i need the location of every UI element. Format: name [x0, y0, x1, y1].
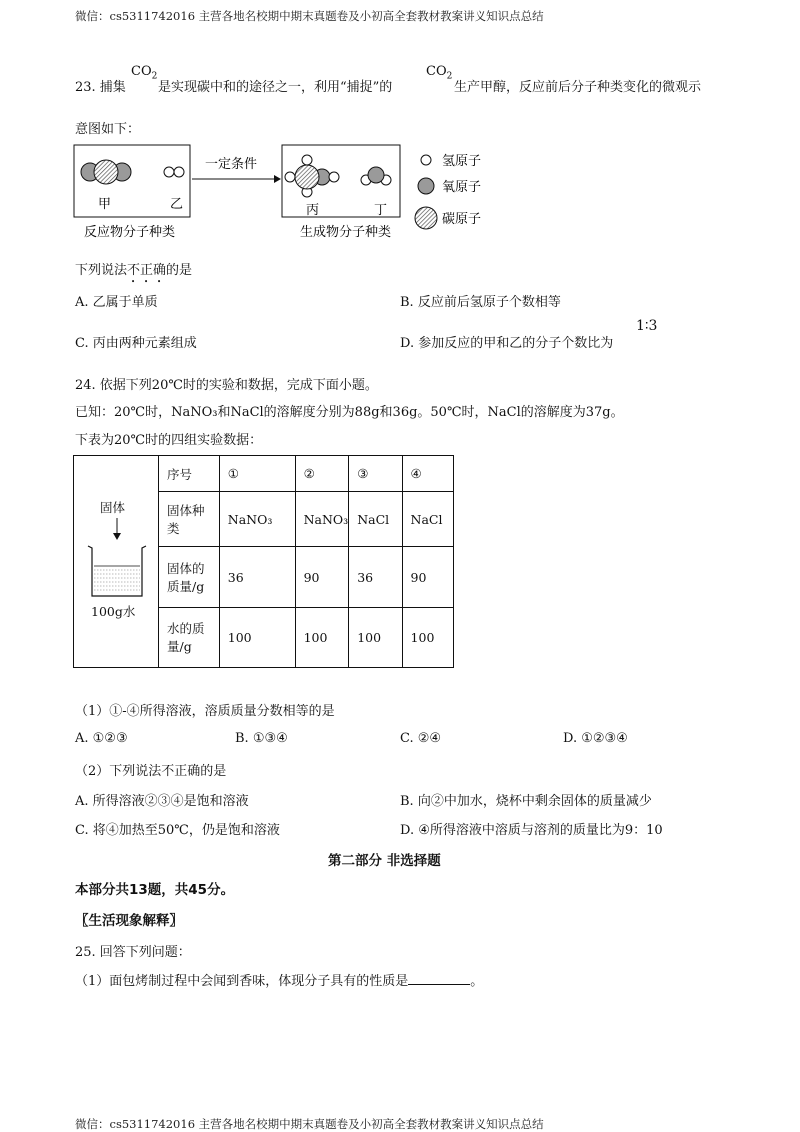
q25-sub1: （1）面包烤制过程中会闻到香味，体现分子具有的性质是 。 — [75, 974, 484, 989]
label-ding: 丁 — [374, 203, 388, 218]
label-jia: 甲 — [98, 197, 112, 212]
part2-summary: 本部分共13题，共45分。 — [75, 882, 235, 898]
q24-sub1-option-c[interactable]: C. ②④ — [400, 731, 442, 746]
table-cell: 100 — [402, 607, 453, 667]
q23-line1 — [75, 76, 126, 95]
svg-text:氢原子: 氢原子 — [442, 154, 482, 169]
q23-number: 23. 捕集 — [75, 80, 126, 95]
q24-sub2-option-d[interactable]: D. ④所得溶液中溶质与溶剂的质量比为9：10 — [400, 823, 663, 838]
q24-sub1-option-d[interactable]: D. ①②③④ — [563, 731, 628, 746]
header-cell: ③ — [349, 456, 402, 492]
row-label: 固体的质量/g — [159, 547, 220, 607]
q23-prompt: 下列说法不正确的是 — [75, 263, 193, 278]
q23-co2-b: $CO_2$ — [426, 64, 453, 82]
h2-molecule-icon — [164, 167, 184, 177]
page-header: 微信：cs5311742016 主营各地名校期中期末真题卷及小初高全套教材教案讲义知识点总结 — [75, 9, 544, 23]
q24-table-intro: 下表为20℃时的四组实验数据： — [75, 433, 263, 448]
table-cell: 36 — [349, 547, 402, 607]
table-cell: 100 — [219, 607, 295, 667]
methanol-molecule-icon — [285, 155, 339, 197]
q23-option-d-ratio: 1∶3 — [636, 318, 658, 334]
table-cell: 100 — [349, 607, 402, 667]
q24-sub2-option-a[interactable]: A. 所得溶液②③④是饱和溶液 — [75, 794, 249, 809]
table-cell: NaCl — [402, 492, 453, 547]
table-cell: NaNO₃ — [295, 492, 349, 547]
row-label: 固体种类 — [159, 492, 220, 547]
beaker-cell — [74, 456, 159, 668]
header-cell: ④ — [402, 456, 453, 492]
q23-line2: 意图如下： — [75, 122, 141, 137]
legend — [415, 154, 481, 229]
table-row — [74, 456, 454, 492]
q24-known: 已知：20℃时，NaNO₃和NaCl的溶解度分别为88g和36g。50℃时，NaCl的溶解度为37g。 — [75, 405, 624, 420]
table-cell: 100 — [295, 607, 349, 667]
q24-sub2-option-b[interactable]: B. 向②中加水，烧杯中剩余固体的质量减少 — [400, 794, 652, 809]
q24-sub1-question: （1）①-④所得溶液，溶质质量分数相等的是 — [75, 704, 335, 719]
q24-sub2-option-c[interactable]: C. 将④加热至50℃，仍是饱和溶液 — [75, 823, 280, 838]
table-cell: NaNO₃ — [219, 492, 295, 547]
molecule-diagram — [70, 140, 510, 245]
q24-sub2-question: （2）下列说法不正确的是 — [75, 764, 227, 779]
table-cell: 90 — [402, 547, 453, 607]
svg-text:碳原子: 碳原子 — [442, 212, 482, 227]
q23-option-d[interactable]: D. 参加反应的甲和乙的分子个数比为 — [400, 336, 614, 351]
q25-intro: 25. 回答下列问题： — [75, 945, 191, 960]
product-caption: 生成物分子种类 — [300, 225, 392, 240]
q24-intro: 24. 依据下列20℃时的实验和数据，完成下面小题。 — [75, 378, 378, 393]
co2-molecule-icon — [81, 160, 131, 184]
reactant-caption: 反应物分子种类 — [84, 225, 176, 240]
q23-mid-text: 是实现碳中和的途径之一，利用“捕捉”的 — [158, 80, 393, 95]
q23-option-c[interactable]: C. 丙由两种元素组成 — [75, 336, 197, 351]
water-label: 100g水 — [91, 604, 136, 619]
q23-end-text: 生产甲醇，反应前后分子种类变化的微观示 — [454, 80, 702, 95]
q24-sub1-option-a[interactable]: A. ①②③ — [75, 731, 128, 746]
header-cell: 序号 — [159, 456, 220, 492]
table-cell: 90 — [295, 547, 349, 607]
experiment-table — [73, 455, 454, 668]
header-cell: ② — [295, 456, 349, 492]
row-label: 水的质量/g — [159, 607, 220, 667]
label-bing: 丙 — [306, 203, 320, 218]
part2-title: 第二部分 非选择题 — [328, 853, 441, 869]
arrow-label: 一定条件 — [205, 157, 258, 172]
oxygen-atom-icon — [418, 178, 434, 194]
carbon-atom-icon — [415, 207, 437, 229]
solid-label: 固体 — [100, 500, 126, 515]
beaker-icon — [82, 516, 152, 601]
section-heading: 〖生活现象解释〗 — [75, 913, 183, 929]
q23-co2-a: $CO_2$ — [131, 64, 158, 82]
table-cell: NaCl — [349, 492, 402, 547]
page-footer: 微信：cs5311742016 主营各地名校期中期末真题卷及小初高全套教材教案讲义知识点总结 — [75, 1117, 544, 1131]
answer-blank[interactable] — [408, 972, 470, 985]
label-yi: 乙 — [170, 197, 184, 212]
table-cell: 36 — [219, 547, 295, 607]
q23-option-a[interactable]: A. 乙属于单质 — [75, 295, 158, 310]
water-molecule-icon — [361, 167, 391, 185]
q24-sub1-option-b[interactable]: B. ①③④ — [235, 731, 288, 746]
hydrogen-atom-icon — [421, 155, 431, 165]
q23-option-b[interactable]: B. 反应前后氢原子个数相等 — [400, 295, 561, 310]
svg-text:氧原子: 氧原子 — [442, 180, 482, 195]
header-cell: ① — [219, 456, 295, 492]
